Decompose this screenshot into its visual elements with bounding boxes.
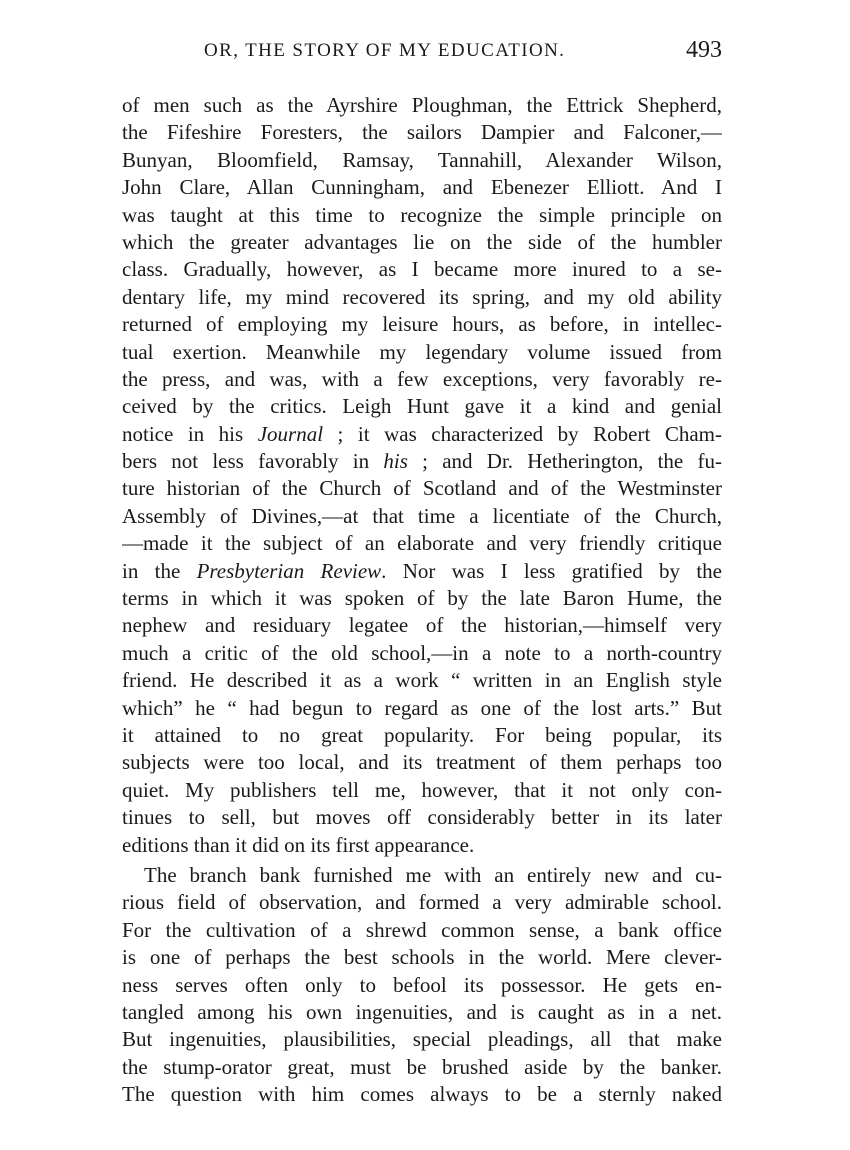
- running-header: [122, 37, 722, 70]
- text-line: class. Gradually, however, as I became more inured to a se-: [122, 257, 722, 282]
- text-line: which” he “ had begun to regard as one of the lost arts.” But: [122, 695, 722, 720]
- text-line: dentary life, my mind recovered its spring, and my old ability: [122, 284, 722, 309]
- text-line: of men such as the Ayrshire Ploughman, the Ettrick Shepherd,: [122, 93, 722, 117]
- text-line: editions than it did on its first appearance.: [122, 832, 475, 857]
- text-line: the press, and was, with a few exceptions, very favorably re-: [122, 366, 722, 391]
- paragraph-1: [122, 92, 722, 859]
- text-line: tinues to sell, but moves off considerably better in its later: [122, 805, 722, 830]
- page-number: 493: [686, 37, 722, 63]
- text-line: ture historian of the Church of Scotland and of the Westminster: [122, 476, 722, 501]
- text-line: in the Presbyterian Review. Nor was I less gratified by the: [122, 558, 722, 583]
- text-line: notice in his Journal ; it was characterized by Robert Cham-: [122, 421, 722, 446]
- text-line: subjects were too local, and its treatment of them perhaps too: [122, 750, 722, 775]
- running-title: OR, THE STORY OF MY EDUCATION.: [204, 40, 566, 61]
- text-line: For the cultivation of a shrewd common sense, a bank office: [122, 917, 722, 942]
- text-line: the Fifeshire Foresters, the sailors Dampier and Falconer,—: [122, 120, 722, 145]
- text-line: Bunyan, Bloomfield, Ramsay, Tannahill, Alexander Wilson,: [122, 147, 722, 172]
- text-line: ness serves often only to befool its possessor. He gets en-: [122, 972, 722, 997]
- text-line: The branch bank furnished me with an entirely new and cu-: [144, 862, 722, 887]
- text-line: John Clare, Allan Cunningham, and Ebenezer Elliott. And I: [122, 175, 722, 200]
- text-line: is one of perhaps the best schools in the world. Mere clever-: [122, 945, 722, 970]
- text-line: bers not less favorably in his ; and Dr. Hetherington, the fu-: [122, 449, 722, 474]
- text-line: which the greater advantages lie on the side of the humbler: [122, 229, 722, 254]
- text-line: quiet. My publishers tell me, however, that it not only con-: [122, 777, 722, 802]
- text-line: But ingenuities, plausibilities, special pleadings, all that make: [122, 1027, 722, 1052]
- text-line: friend. He described it as a work “ written in an English style: [122, 668, 722, 693]
- text-line: terms in which it was spoken of by the late Baron Hume, the: [122, 586, 722, 611]
- text-line: tangled among his own ingenuities, and is caught as in a net.: [122, 999, 722, 1024]
- text-line: returned of employing my leisure hours, as before, in intellec-: [122, 312, 722, 337]
- text-line: nephew and residuary legatee of the historian,—himself very: [122, 613, 722, 638]
- text-line: ceived by the critics. Leigh Hunt gave it a kind and genial: [122, 394, 722, 419]
- text-line: rious field of observation, and formed a very admirable school.: [122, 890, 722, 915]
- text-line: —made it the subject of an elaborate and very friendly critique: [122, 531, 722, 556]
- text-line: it attained to no great popularity. For being popular, its: [122, 722, 722, 747]
- text-line: was taught at this time to recognize the simple principle on: [122, 202, 722, 227]
- text-line: much a critic of the old school,—in a note to a north-country: [122, 640, 722, 665]
- body-text: [122, 92, 722, 1108]
- paragraph-2: [122, 862, 722, 1109]
- text-line: the stump-orator great, must be brushed aside by the banker.: [122, 1054, 722, 1079]
- text-line: The question with him comes always to be a sternly naked: [122, 1082, 722, 1107]
- text-line: tual exertion. Meanwhile my legendary volume issued from: [122, 339, 722, 364]
- text-line: Assembly of Divines,—at that time a licentiate of the Church,: [122, 503, 722, 528]
